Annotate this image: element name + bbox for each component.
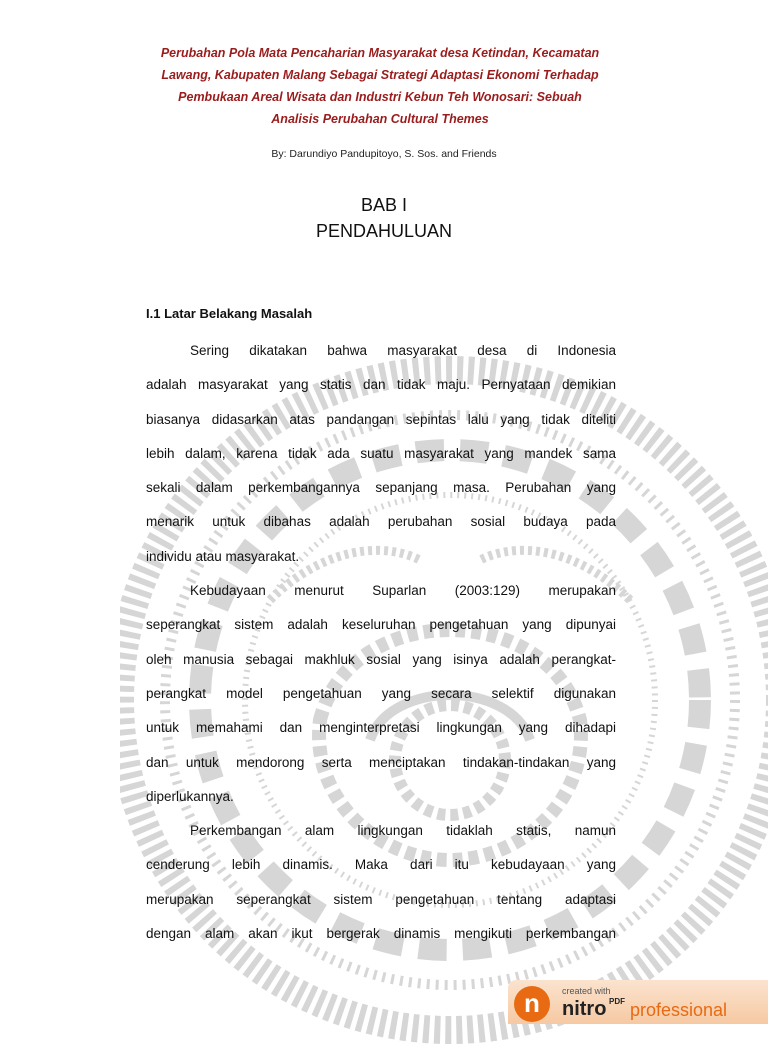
nitro-logo-icon: n bbox=[514, 986, 550, 1022]
title-line: Pembukaan Areal Wisata dan Industri Kebun Teh Wonosari: Sebuah bbox=[178, 90, 582, 104]
paragraph-line: seperangkat sistem adalah keseluruhan pengetahuan yang dipunyai bbox=[146, 617, 616, 633]
document-title bbox=[140, 42, 620, 130]
paragraph-line: menarik untuk dibahas adalah perubahan sosial budaya pada bbox=[146, 514, 616, 530]
chapter-number: BAB I bbox=[360, 195, 408, 215]
paragraph-line: merupakan seperangkat sistem pengetahuan tentang adaptasi bbox=[146, 891, 616, 907]
paragraph-line: biasanya didasarkan atas pandangan sepintas lalu yang tidak diteliti bbox=[146, 411, 616, 427]
badge-pdf-sup: PDF bbox=[609, 997, 625, 1006]
body-text bbox=[146, 339, 616, 956]
nitro-pdf-badge[interactable] bbox=[508, 980, 768, 1024]
paragraph-line: dan untuk mendorong serta menciptakan tindakan-tindakan yang bbox=[146, 754, 616, 770]
paragraph-line: cenderung lebih dinamis. Maka dari itu kebudayaan yang bbox=[146, 857, 616, 873]
section-heading: I.1 Latar Belakang Masalah bbox=[146, 306, 313, 321]
paragraph-line: Sering dikatakan bahwa masyarakat desa di Indonesia bbox=[190, 343, 616, 358]
paragraph-line: Kebudayaan menurut Suparlan (2003:129) merupakan bbox=[190, 583, 616, 599]
title-line: Analisis Perubahan Cultural Themes bbox=[271, 112, 489, 126]
paragraph-line: individu atau masyarakat. bbox=[146, 548, 300, 564]
badge-brand: nitro bbox=[562, 998, 607, 1020]
paragraph-line: Perkembangan alam lingkungan tidaklah statis, namun bbox=[190, 823, 616, 839]
badge-created-label: created with bbox=[562, 986, 611, 996]
chapter-title: PENDAHULUAN bbox=[315, 221, 453, 241]
paragraph-line: diperlukannya. bbox=[146, 788, 234, 804]
paragraph-line: oleh manusia sebagai makhluk sosial yang isinya adalah perangkat- bbox=[146, 651, 616, 667]
title-line: Lawang, Kabupaten Malang Sebagai Strategi Adaptasi Ekonomi Terhadap bbox=[161, 68, 599, 82]
title-line: Perubahan Pola Mata Pencaharian Masyarakat desa Ketindan, Kecamatan bbox=[160, 46, 600, 60]
paragraph-line: adalah masyarakat yang statis dan tidak maju. Pernyataan demikian bbox=[146, 377, 616, 393]
paragraph-line: perangkat model pengetahuan yang secara selektif digunakan bbox=[146, 685, 616, 701]
paragraph-line: untuk memahami dan menginterpretasi lingkungan yang dihadapi bbox=[146, 720, 616, 736]
paragraph-line: lebih dalam, karena tidak ada suatu masyarakat yang mandek sama bbox=[146, 445, 616, 461]
chapter-heading bbox=[0, 192, 768, 244]
paragraph-line: sekali dalam perkembangannya sepanjang masa. Perubahan yang bbox=[146, 480, 616, 496]
badge-edition: professional bbox=[630, 1000, 728, 1020]
author-byline: By: Darundiyo Pandupitoyo, S. Sos. and Friends bbox=[271, 148, 497, 160]
paragraph-line: dengan alam akan ikut bergerak dinamis mengikuti perkembangan bbox=[146, 926, 616, 942]
